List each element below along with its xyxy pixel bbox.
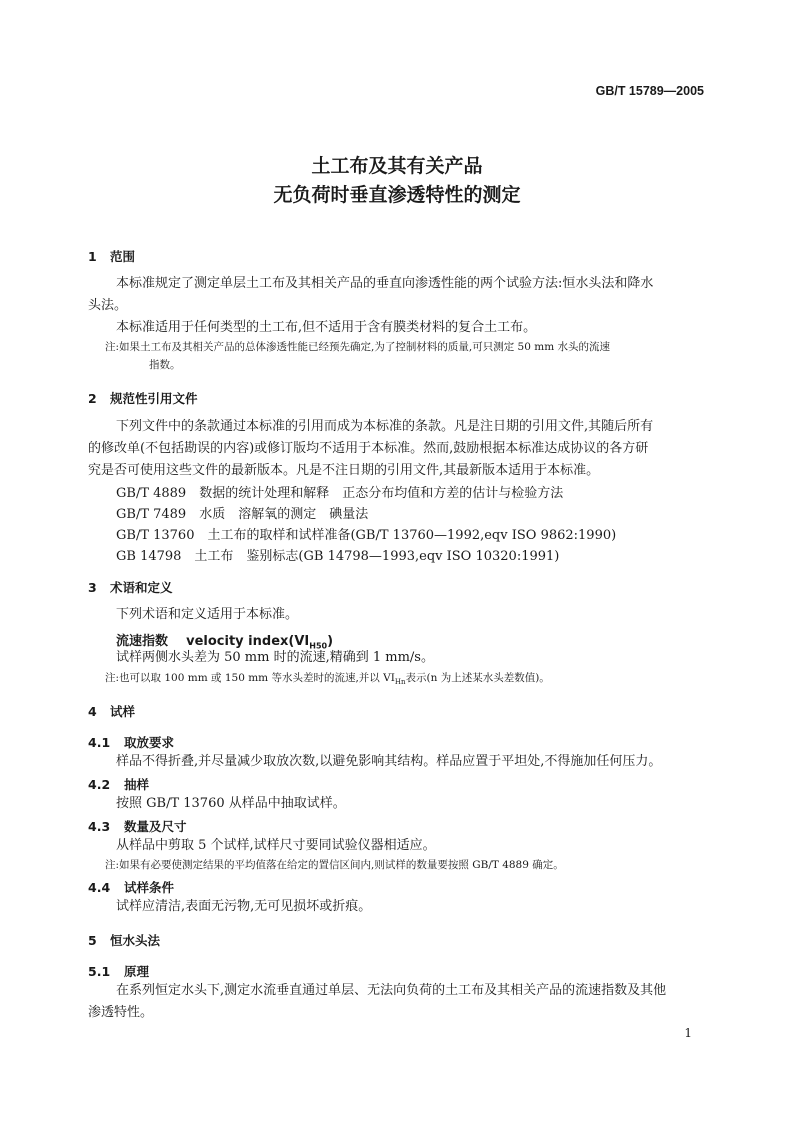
note: 注:如果土工布及其相关产品的总体渗透性能已经预先确定,为了控制材料的质量,可只测定 50 mm 水头的流速	[105, 341, 610, 353]
term-english: velocity index(VI	[186, 634, 310, 649]
term-definition: 试样两侧水头差为 50 mm 时的流速,精确到 1 mm/s。	[116, 650, 434, 665]
reference-item: GB 14798 土工布 鉴别标志(GB 14798—1993,eqv ISO 10320:1991)	[116, 549, 560, 564]
subsection-title: 原理	[124, 964, 150, 979]
subsection-title: 数量及尺寸	[124, 819, 187, 834]
section-2-heading	[88, 389, 198, 407]
section-4-heading	[88, 702, 135, 720]
note: 指数。	[149, 359, 181, 371]
subsection-title: 试样条件	[124, 880, 175, 895]
subsection-4-2-heading	[88, 775, 149, 793]
section-title: 术语和定义	[110, 580, 173, 595]
reference-item: GB/T 13760 土工布的取样和试样准备(GB/T 13760—1992,eqv ISO 9862:1990)	[116, 528, 617, 543]
title-line-2: 无负荷时垂直渗透特性的测定	[273, 184, 521, 206]
section-title: 恒水头法	[110, 933, 161, 948]
section-5-heading	[88, 931, 160, 949]
section-number: 2	[88, 391, 97, 406]
paragraph: 下列文件中的条款通过本标准的引用而成为本标准的条款。凡是注日期的引用文件,其随后所有	[116, 419, 654, 434]
note: 注:如果有必要使测定结果的平均值落在给定的置信区间内,则试样的数量要按照 GB/T 4889 确定。	[105, 859, 564, 871]
paragraph: 从样品中剪取 5 个试样,试样尺寸要同试验仪器相适应。	[116, 838, 436, 853]
section-1-heading	[88, 247, 135, 265]
subsection-number: 4.3	[88, 819, 111, 834]
standard-code: GB/T 15789—2005	[595, 84, 704, 98]
paragraph: 样品不得折叠,并尽量减少取放次数,以避免影响其结构。样品应置于平坦处,不得施加任何压力。	[116, 754, 662, 769]
section-number: 4	[88, 704, 97, 719]
page-number: 1	[684, 1026, 692, 1040]
note-text: 表示(n 为上述某水头差数值)。	[405, 672, 550, 684]
paragraph: 头法。	[88, 298, 128, 313]
section-number: 1	[88, 249, 97, 264]
reference-item: GB/T 7489 水质 溶解氧的测定 碘量法	[116, 507, 369, 522]
note-subscript: Hn	[394, 678, 406, 687]
section-title: 试样	[110, 704, 136, 719]
subsection-title: 抽样	[124, 777, 150, 792]
reference-item: GB/T 4889 数据的统计处理和解释 正态分布均值和方差的估计与检验方法	[116, 486, 564, 501]
term-chinese: 流速指数	[116, 634, 169, 649]
section-number: 3	[88, 580, 97, 595]
subsection-4-1-heading	[88, 733, 174, 751]
paragraph: 试样应清洁,表面无污物,无可见损坏或折痕。	[116, 899, 372, 914]
paragraph: 下列术语和定义适用于本标准。	[116, 607, 299, 622]
paragraph: 的修改单(不包括勘误的内容)或修订版均不适用于本标准。然而,鼓励根据本标准达成协议的各方研	[88, 441, 649, 456]
subsection-5-1-heading	[88, 962, 149, 980]
paragraph: 渗透特性。	[88, 1005, 154, 1020]
section-3-heading	[88, 578, 173, 596]
title-line-1: 土工布及其有关产品	[311, 155, 483, 177]
paragraph: 按照 GB/T 13760 从样品中抽取试样。	[116, 796, 346, 811]
section-number: 5	[88, 933, 97, 948]
paragraph: 在系列恒定水头下,测定水流垂直通过单层、无法向负荷的土工布及其相关产品的流速指数及其他	[116, 983, 667, 998]
paragraph: 本标准适用于任何类型的土工布,但不适用于含有膜类材料的复合土工布。	[116, 320, 537, 335]
term-close: )	[327, 634, 334, 649]
subsection-number: 4.1	[88, 735, 111, 750]
subsection-title: 取放要求	[124, 735, 175, 750]
paragraph: 本标准规定了测定单层土工布及其相关产品的垂直向渗透性能的两个试验方法:恒水头法和降水	[116, 276, 654, 291]
note	[105, 669, 705, 691]
paragraph: 究是否可使用这些文件的最新版本。凡是不注日期的引用文件,其最新版本适用于本标准。	[88, 463, 600, 478]
section-title: 范围	[110, 249, 136, 264]
term-subscript: H50	[309, 641, 328, 651]
note-text: 注:也可以取 100 mm 或 150 mm 等水头差时的流速,并以 VI	[105, 672, 395, 684]
subsection-number: 5.1	[88, 964, 111, 979]
section-title: 规范性引用文件	[110, 391, 198, 406]
subsection-number: 4.4	[88, 880, 111, 895]
subsection-4-4-heading	[88, 878, 174, 896]
subsection-4-3-heading	[88, 817, 187, 835]
subsection-number: 4.2	[88, 777, 111, 792]
